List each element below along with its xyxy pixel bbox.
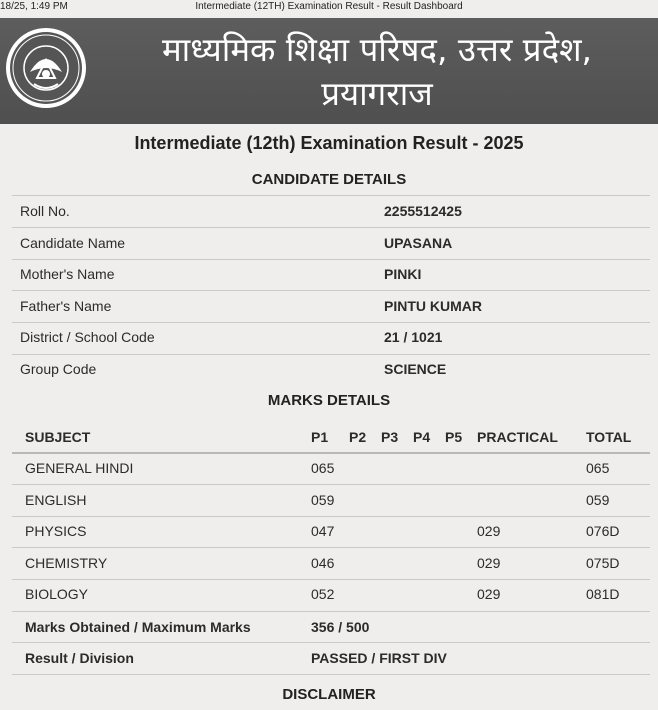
field-value: 21 / 1021 bbox=[384, 329, 443, 345]
table-row bbox=[0, 516, 658, 547]
total-cell: 065 bbox=[586, 460, 610, 476]
column-header-subject: SUBJECT bbox=[25, 429, 91, 445]
candidate-row-district bbox=[0, 322, 658, 353]
total-cell: 076D bbox=[586, 523, 620, 539]
practical-cell: 029 bbox=[477, 523, 501, 539]
field-label: Roll No. bbox=[20, 203, 70, 219]
subject-cell: BIOLOGY bbox=[25, 586, 89, 602]
p1-cell: 065 bbox=[311, 460, 335, 476]
total-cell: 059 bbox=[586, 492, 610, 508]
board-name-line2: प्रयागराज bbox=[321, 74, 433, 113]
board-name bbox=[100, 28, 654, 116]
practical-cell: 029 bbox=[477, 555, 501, 571]
disclaimer-heading: DISCLAIMER bbox=[282, 686, 376, 703]
candidate-row-father bbox=[0, 291, 658, 322]
marks-details-heading: MARKS DETAILS bbox=[267, 392, 391, 409]
field-value: SCIENCE bbox=[384, 361, 447, 377]
table-row bbox=[0, 548, 658, 579]
total-cell: 081D bbox=[586, 586, 620, 602]
field-label: Mother's Name bbox=[20, 266, 115, 282]
subject-cell: PHYSICS bbox=[25, 523, 87, 539]
column-header-p1: P1 bbox=[311, 429, 329, 445]
p1-cell: 059 bbox=[311, 492, 335, 508]
marks-obtained-row bbox=[0, 612, 658, 643]
field-value: PINTU KUMAR bbox=[384, 298, 482, 314]
board-banner bbox=[0, 18, 658, 124]
marks-obtained-value: 356 / 500 bbox=[311, 619, 370, 635]
p1-cell: 052 bbox=[311, 586, 335, 602]
candidate-row-roll bbox=[0, 196, 658, 227]
subject-cell: ENGLISH bbox=[25, 492, 87, 508]
subject-cell: GENERAL HINDI bbox=[25, 460, 134, 476]
candidate-row-name bbox=[0, 228, 658, 259]
total-cell: 075D bbox=[586, 555, 620, 571]
candidate-details-heading: CANDIDATE DETAILS bbox=[251, 171, 407, 188]
result-division-row bbox=[0, 643, 658, 674]
print-date: 18/25, 1:49 PM bbox=[0, 1, 68, 12]
table-row bbox=[0, 579, 658, 610]
column-header-total: TOTAL bbox=[586, 429, 632, 445]
candidate-row-mother bbox=[0, 259, 658, 290]
table-row bbox=[0, 453, 658, 484]
upmsp-emblem-icon bbox=[4, 26, 88, 110]
divider bbox=[12, 674, 650, 675]
column-header-p3: P3 bbox=[381, 429, 399, 445]
field-value: UPASANA bbox=[384, 235, 453, 251]
column-header-p4: P4 bbox=[413, 429, 431, 445]
print-header bbox=[0, 0, 658, 16]
subject-cell: CHEMISTRY bbox=[25, 555, 108, 571]
column-header-p2: P2 bbox=[349, 429, 367, 445]
candidate-row-group bbox=[0, 354, 658, 385]
practical-cell: 029 bbox=[477, 586, 501, 602]
result-label: Result / Division bbox=[25, 650, 134, 666]
field-label: Father's Name bbox=[20, 298, 112, 314]
column-header-p5: P5 bbox=[445, 429, 463, 445]
field-value: 2255512425 bbox=[384, 203, 462, 219]
result-title: Intermediate (12th) Examination Result - 2025 bbox=[134, 133, 524, 153]
column-header-practical: PRACTICAL bbox=[477, 429, 558, 445]
board-name-line1: माध्यमिक शिक्षा परिषद, उत्तर प्रदेश, bbox=[161, 30, 593, 69]
result-value: PASSED / FIRST DIV bbox=[311, 650, 447, 666]
field-label: Group Code bbox=[20, 361, 97, 377]
marks-table-header bbox=[0, 422, 658, 453]
table-row bbox=[0, 485, 658, 516]
p1-cell: 047 bbox=[311, 523, 335, 539]
field-label: District / School Code bbox=[20, 329, 155, 345]
marks-obtained-label: Marks Obtained / Maximum Marks bbox=[25, 619, 251, 635]
field-label: Candidate Name bbox=[20, 235, 126, 251]
field-value: PINKI bbox=[384, 266, 422, 282]
print-page-title: Intermediate (12TH) Examination Result - Result Dashboard bbox=[195, 1, 463, 12]
p1-cell: 046 bbox=[311, 555, 335, 571]
